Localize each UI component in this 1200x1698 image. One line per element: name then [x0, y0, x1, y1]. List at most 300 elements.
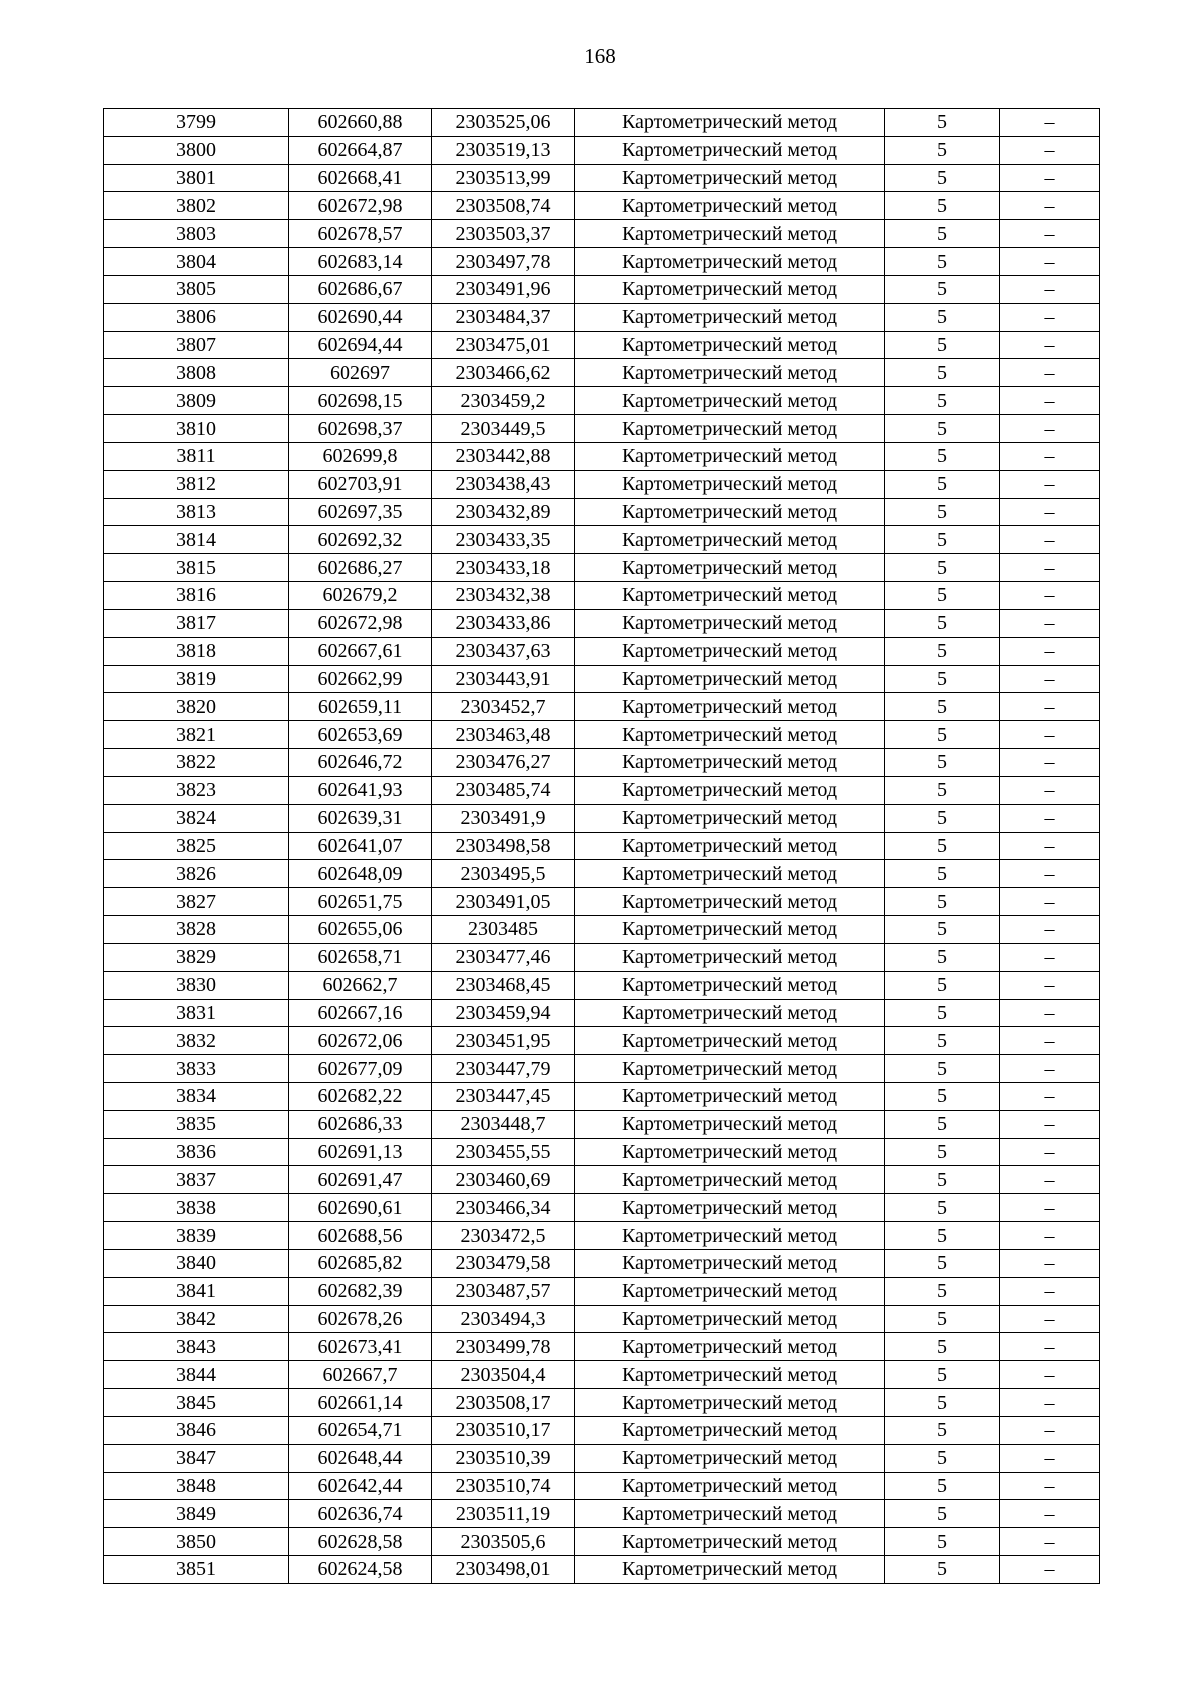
y-coordinate-cell: 2303442,88: [432, 442, 575, 470]
description-cell: –: [1000, 1277, 1100, 1305]
x-coordinate-cell: 602672,06: [289, 1027, 432, 1055]
method-cell: Картометрический метод: [575, 1222, 885, 1250]
method-cell: Картометрический метод: [575, 1444, 885, 1472]
description-cell: –: [1000, 248, 1100, 276]
y-coordinate-cell: 2303468,45: [432, 971, 575, 999]
table-row: [104, 387, 1100, 415]
accuracy-cell: 5: [885, 136, 1000, 164]
description-cell: –: [1000, 804, 1100, 832]
method-cell: Картометрический метод: [575, 303, 885, 331]
description-cell: –: [1000, 1110, 1100, 1138]
method-cell: Картометрический метод: [575, 136, 885, 164]
x-coordinate-cell: 602659,11: [289, 693, 432, 721]
table-row: [104, 804, 1100, 832]
table-row: [104, 721, 1100, 749]
accuracy-cell: 5: [885, 470, 1000, 498]
method-cell: Картометрический метод: [575, 554, 885, 582]
point-number-cell: 3832: [104, 1027, 289, 1055]
point-number-cell: 3831: [104, 999, 289, 1027]
table-row: [104, 303, 1100, 331]
accuracy-cell: 5: [885, 1166, 1000, 1194]
accuracy-cell: 5: [885, 888, 1000, 916]
y-coordinate-cell: 2303459,2: [432, 387, 575, 415]
description-cell: –: [1000, 1249, 1100, 1277]
point-number-cell: 3806: [104, 303, 289, 331]
description-cell: –: [1000, 554, 1100, 582]
method-cell: Картометрический метод: [575, 470, 885, 498]
table-row: [104, 860, 1100, 888]
accuracy-cell: 5: [885, 1333, 1000, 1361]
x-coordinate-cell: 602692,32: [289, 526, 432, 554]
method-cell: Картометрический метод: [575, 1194, 885, 1222]
y-coordinate-cell: 2303447,45: [432, 1082, 575, 1110]
x-coordinate-cell: 602698,37: [289, 415, 432, 443]
y-coordinate-cell: 2303499,78: [432, 1333, 575, 1361]
description-cell: –: [1000, 999, 1100, 1027]
accuracy-cell: 5: [885, 999, 1000, 1027]
y-coordinate-cell: 2303472,5: [432, 1222, 575, 1250]
table-row: [104, 1138, 1100, 1166]
x-coordinate-cell: 602694,44: [289, 331, 432, 359]
description-cell: –: [1000, 303, 1100, 331]
description-cell: –: [1000, 1305, 1100, 1333]
description-cell: –: [1000, 331, 1100, 359]
point-number-cell: 3829: [104, 943, 289, 971]
accuracy-cell: 5: [885, 749, 1000, 777]
table-row: [104, 442, 1100, 470]
description-cell: –: [1000, 1222, 1100, 1250]
x-coordinate-cell: 602648,09: [289, 860, 432, 888]
accuracy-cell: 5: [885, 1416, 1000, 1444]
method-cell: Картометрический метод: [575, 693, 885, 721]
accuracy-cell: 5: [885, 331, 1000, 359]
accuracy-cell: 5: [885, 916, 1000, 944]
method-cell: Картометрический метод: [575, 1305, 885, 1333]
point-number-cell: 3815: [104, 554, 289, 582]
table-row: [104, 1305, 1100, 1333]
table-row: [104, 109, 1100, 137]
x-coordinate-cell: 602686,67: [289, 275, 432, 303]
x-coordinate-cell: 602690,61: [289, 1194, 432, 1222]
method-cell: Картометрический метод: [575, 582, 885, 610]
table-row: [104, 1055, 1100, 1083]
x-coordinate-cell: 602662,99: [289, 665, 432, 693]
y-coordinate-cell: 2303485,74: [432, 776, 575, 804]
y-coordinate-cell: 2303508,17: [432, 1389, 575, 1417]
x-coordinate-cell: 602698,15: [289, 387, 432, 415]
table-row: [104, 470, 1100, 498]
accuracy-cell: 5: [885, 1194, 1000, 1222]
y-coordinate-cell: 2303491,96: [432, 275, 575, 303]
accuracy-cell: 5: [885, 637, 1000, 665]
method-cell: Картометрический метод: [575, 1138, 885, 1166]
point-number-cell: 3809: [104, 387, 289, 415]
point-number-cell: 3841: [104, 1277, 289, 1305]
x-coordinate-cell: 602699,8: [289, 442, 432, 470]
description-cell: –: [1000, 1389, 1100, 1417]
description-cell: –: [1000, 749, 1100, 777]
table-row: [104, 582, 1100, 610]
x-coordinate-cell: 602653,69: [289, 721, 432, 749]
method-cell: Картометрический метод: [575, 1333, 885, 1361]
description-cell: –: [1000, 1027, 1100, 1055]
accuracy-cell: 5: [885, 1556, 1000, 1584]
table-row: [104, 136, 1100, 164]
y-coordinate-cell: 2303433,18: [432, 554, 575, 582]
y-coordinate-cell: 2303443,91: [432, 665, 575, 693]
description-cell: –: [1000, 498, 1100, 526]
method-cell: Картометрический метод: [575, 275, 885, 303]
x-coordinate-cell: 602678,26: [289, 1305, 432, 1333]
point-number-cell: 3819: [104, 665, 289, 693]
description-cell: –: [1000, 860, 1100, 888]
point-number-cell: 3836: [104, 1138, 289, 1166]
x-coordinate-cell: 602697,35: [289, 498, 432, 526]
y-coordinate-cell: 2303504,4: [432, 1361, 575, 1389]
x-coordinate-cell: 602661,14: [289, 1389, 432, 1417]
accuracy-cell: 5: [885, 275, 1000, 303]
method-cell: Картометрический метод: [575, 971, 885, 999]
description-cell: –: [1000, 943, 1100, 971]
point-number-cell: 3805: [104, 275, 289, 303]
method-cell: Картометрический метод: [575, 1249, 885, 1277]
method-cell: Картометрический метод: [575, 192, 885, 220]
point-number-cell: 3799: [104, 109, 289, 137]
y-coordinate-cell: 2303511,19: [432, 1500, 575, 1528]
table-row: [104, 554, 1100, 582]
description-cell: –: [1000, 526, 1100, 554]
accuracy-cell: 5: [885, 971, 1000, 999]
y-coordinate-cell: 2303451,95: [432, 1027, 575, 1055]
y-coordinate-cell: 2303508,74: [432, 192, 575, 220]
table-row: [104, 220, 1100, 248]
description-cell: –: [1000, 1361, 1100, 1389]
method-cell: Картометрический метод: [575, 999, 885, 1027]
accuracy-cell: 5: [885, 248, 1000, 276]
table-row: [104, 1528, 1100, 1556]
table-row: [104, 665, 1100, 693]
accuracy-cell: 5: [885, 303, 1000, 331]
point-number-cell: 3826: [104, 860, 289, 888]
method-cell: Картометрический метод: [575, 1416, 885, 1444]
point-number-cell: 3842: [104, 1305, 289, 1333]
point-number-cell: 3818: [104, 637, 289, 665]
table-row: [104, 1222, 1100, 1250]
table-row: [104, 1194, 1100, 1222]
x-coordinate-cell: 602703,91: [289, 470, 432, 498]
description-cell: –: [1000, 1528, 1100, 1556]
accuracy-cell: 5: [885, 665, 1000, 693]
x-coordinate-cell: 602642,44: [289, 1472, 432, 1500]
y-coordinate-cell: 2303491,05: [432, 888, 575, 916]
method-cell: Картометрический метод: [575, 415, 885, 443]
y-coordinate-cell: 2303510,74: [432, 1472, 575, 1500]
point-number-cell: 3828: [104, 916, 289, 944]
description-cell: –: [1000, 609, 1100, 637]
method-cell: Картометрический метод: [575, 665, 885, 693]
point-number-cell: 3801: [104, 164, 289, 192]
description-cell: –: [1000, 888, 1100, 916]
x-coordinate-cell: 602682,39: [289, 1277, 432, 1305]
accuracy-cell: 5: [885, 1138, 1000, 1166]
accuracy-cell: 5: [885, 1472, 1000, 1500]
x-coordinate-cell: 602658,71: [289, 943, 432, 971]
description-cell: –: [1000, 470, 1100, 498]
point-number-cell: 3802: [104, 192, 289, 220]
table-row: [104, 1500, 1100, 1528]
y-coordinate-cell: 2303513,99: [432, 164, 575, 192]
y-coordinate-cell: 2303466,62: [432, 359, 575, 387]
method-cell: Картометрический метод: [575, 776, 885, 804]
point-number-cell: 3846: [104, 1416, 289, 1444]
point-number-cell: 3821: [104, 721, 289, 749]
table-row: [104, 526, 1100, 554]
y-coordinate-cell: 2303448,7: [432, 1110, 575, 1138]
description-cell: –: [1000, 776, 1100, 804]
y-coordinate-cell: 2303460,69: [432, 1166, 575, 1194]
table-row: [104, 1027, 1100, 1055]
accuracy-cell: 5: [885, 1222, 1000, 1250]
x-coordinate-cell: 602697: [289, 359, 432, 387]
method-cell: Картометрический метод: [575, 721, 885, 749]
accuracy-cell: 5: [885, 1082, 1000, 1110]
method-cell: Картометрический метод: [575, 1277, 885, 1305]
accuracy-cell: 5: [885, 693, 1000, 721]
method-cell: Картометрический метод: [575, 943, 885, 971]
point-number-cell: 3822: [104, 749, 289, 777]
y-coordinate-cell: 2303449,5: [432, 415, 575, 443]
method-cell: Картометрический метод: [575, 331, 885, 359]
point-number-cell: 3849: [104, 1500, 289, 1528]
accuracy-cell: 5: [885, 442, 1000, 470]
method-cell: Картометрический метод: [575, 1500, 885, 1528]
point-number-cell: 3800: [104, 136, 289, 164]
accuracy-cell: 5: [885, 192, 1000, 220]
y-coordinate-cell: 2303484,37: [432, 303, 575, 331]
description-cell: –: [1000, 109, 1100, 137]
y-coordinate-cell: 2303475,01: [432, 331, 575, 359]
description-cell: –: [1000, 275, 1100, 303]
x-coordinate-cell: 602641,93: [289, 776, 432, 804]
point-number-cell: 3807: [104, 331, 289, 359]
x-coordinate-cell: 602628,58: [289, 1528, 432, 1556]
y-coordinate-cell: 2303477,46: [432, 943, 575, 971]
table-row: [104, 999, 1100, 1027]
method-cell: Картометрический метод: [575, 526, 885, 554]
table-row: [104, 248, 1100, 276]
method-cell: Картометрический метод: [575, 248, 885, 276]
accuracy-cell: 5: [885, 776, 1000, 804]
x-coordinate-cell: 602646,72: [289, 749, 432, 777]
method-cell: Картометрический метод: [575, 387, 885, 415]
y-coordinate-cell: 2303452,7: [432, 693, 575, 721]
point-number-cell: 3850: [104, 1528, 289, 1556]
point-number-cell: 3838: [104, 1194, 289, 1222]
y-coordinate-cell: 2303476,27: [432, 749, 575, 777]
point-number-cell: 3816: [104, 582, 289, 610]
description-cell: –: [1000, 693, 1100, 721]
table-row: [104, 498, 1100, 526]
accuracy-cell: 5: [885, 387, 1000, 415]
point-number-cell: 3824: [104, 804, 289, 832]
point-number-cell: 3827: [104, 888, 289, 916]
point-number-cell: 3811: [104, 442, 289, 470]
coordinates-table-body: [104, 109, 1100, 1584]
table-row: [104, 192, 1100, 220]
table-row: [104, 1389, 1100, 1417]
y-coordinate-cell: 2303463,48: [432, 721, 575, 749]
method-cell: Картометрический метод: [575, 749, 885, 777]
method-cell: Картометрический метод: [575, 1027, 885, 1055]
method-cell: Картометрический метод: [575, 1556, 885, 1584]
point-number-cell: 3848: [104, 1472, 289, 1500]
x-coordinate-cell: 602641,07: [289, 832, 432, 860]
description-cell: –: [1000, 916, 1100, 944]
description-cell: –: [1000, 442, 1100, 470]
description-cell: –: [1000, 1500, 1100, 1528]
x-coordinate-cell: 602664,87: [289, 136, 432, 164]
accuracy-cell: 5: [885, 359, 1000, 387]
point-number-cell: 3810: [104, 415, 289, 443]
y-coordinate-cell: 2303479,58: [432, 1249, 575, 1277]
table-row: [104, 971, 1100, 999]
accuracy-cell: 5: [885, 1389, 1000, 1417]
description-cell: –: [1000, 832, 1100, 860]
y-coordinate-cell: 2303432,89: [432, 498, 575, 526]
y-coordinate-cell: 2303459,94: [432, 999, 575, 1027]
y-coordinate-cell: 2303491,9: [432, 804, 575, 832]
table-row: [104, 1249, 1100, 1277]
x-coordinate-cell: 602667,61: [289, 637, 432, 665]
coordinates-table: [103, 108, 1100, 1584]
accuracy-cell: 5: [885, 220, 1000, 248]
point-number-cell: 3845: [104, 1389, 289, 1417]
description-cell: –: [1000, 665, 1100, 693]
accuracy-cell: 5: [885, 860, 1000, 888]
point-number-cell: 3837: [104, 1166, 289, 1194]
point-number-cell: 3833: [104, 1055, 289, 1083]
x-coordinate-cell: 602682,22: [289, 1082, 432, 1110]
x-coordinate-cell: 602624,58: [289, 1556, 432, 1584]
x-coordinate-cell: 602636,74: [289, 1500, 432, 1528]
accuracy-cell: 5: [885, 943, 1000, 971]
x-coordinate-cell: 602691,13: [289, 1138, 432, 1166]
accuracy-cell: 5: [885, 1444, 1000, 1472]
description-cell: –: [1000, 1556, 1100, 1584]
point-number-cell: 3803: [104, 220, 289, 248]
y-coordinate-cell: 2303519,13: [432, 136, 575, 164]
point-number-cell: 3820: [104, 693, 289, 721]
x-coordinate-cell: 602667,7: [289, 1361, 432, 1389]
point-number-cell: 3808: [104, 359, 289, 387]
point-number-cell: 3835: [104, 1110, 289, 1138]
accuracy-cell: 5: [885, 1027, 1000, 1055]
y-coordinate-cell: 2303432,38: [432, 582, 575, 610]
method-cell: Картометрический метод: [575, 637, 885, 665]
x-coordinate-cell: 602673,41: [289, 1333, 432, 1361]
method-cell: Картометрический метод: [575, 220, 885, 248]
point-number-cell: 3830: [104, 971, 289, 999]
table-row: [104, 1361, 1100, 1389]
y-coordinate-cell: 2303510,39: [432, 1444, 575, 1472]
method-cell: Картометрический метод: [575, 1082, 885, 1110]
y-coordinate-cell: 2303466,34: [432, 1194, 575, 1222]
accuracy-cell: 5: [885, 1361, 1000, 1389]
y-coordinate-cell: 2303498,58: [432, 832, 575, 860]
table-row: [104, 359, 1100, 387]
description-cell: –: [1000, 1444, 1100, 1472]
accuracy-cell: 5: [885, 832, 1000, 860]
y-coordinate-cell: 2303525,06: [432, 109, 575, 137]
y-coordinate-cell: 2303438,43: [432, 470, 575, 498]
method-cell: Картометрический метод: [575, 1361, 885, 1389]
description-cell: –: [1000, 637, 1100, 665]
point-number-cell: 3813: [104, 498, 289, 526]
x-coordinate-cell: 602691,47: [289, 1166, 432, 1194]
point-number-cell: 3814: [104, 526, 289, 554]
table-row: [104, 1166, 1100, 1194]
accuracy-cell: 5: [885, 1500, 1000, 1528]
description-cell: –: [1000, 387, 1100, 415]
description-cell: –: [1000, 1416, 1100, 1444]
description-cell: –: [1000, 136, 1100, 164]
x-coordinate-cell: 602672,98: [289, 192, 432, 220]
point-number-cell: 3817: [104, 609, 289, 637]
method-cell: Картометрический метод: [575, 888, 885, 916]
x-coordinate-cell: 602683,14: [289, 248, 432, 276]
accuracy-cell: 5: [885, 1528, 1000, 1556]
table-row: [104, 776, 1100, 804]
x-coordinate-cell: 602686,33: [289, 1110, 432, 1138]
method-cell: Картометрический метод: [575, 1472, 885, 1500]
x-coordinate-cell: 602660,88: [289, 109, 432, 137]
accuracy-cell: 5: [885, 582, 1000, 610]
description-cell: –: [1000, 582, 1100, 610]
x-coordinate-cell: 602655,06: [289, 916, 432, 944]
point-number-cell: 3804: [104, 248, 289, 276]
method-cell: Картометрический метод: [575, 1166, 885, 1194]
point-number-cell: 3839: [104, 1222, 289, 1250]
x-coordinate-cell: 602667,16: [289, 999, 432, 1027]
table-row: [104, 1472, 1100, 1500]
y-coordinate-cell: 2303505,6: [432, 1528, 575, 1556]
description-cell: –: [1000, 1472, 1100, 1500]
table-row: [104, 1556, 1100, 1584]
description-cell: –: [1000, 1055, 1100, 1083]
description-cell: –: [1000, 1166, 1100, 1194]
point-number-cell: 3847: [104, 1444, 289, 1472]
method-cell: Картометрический метод: [575, 916, 885, 944]
y-coordinate-cell: 2303433,86: [432, 609, 575, 637]
x-coordinate-cell: 602662,7: [289, 971, 432, 999]
table-row: [104, 275, 1100, 303]
point-number-cell: 3840: [104, 1249, 289, 1277]
page-number: 168: [584, 44, 616, 68]
table-row: [104, 164, 1100, 192]
accuracy-cell: 5: [885, 609, 1000, 637]
x-coordinate-cell: 602668,41: [289, 164, 432, 192]
method-cell: Картометрический метод: [575, 1055, 885, 1083]
accuracy-cell: 5: [885, 1277, 1000, 1305]
accuracy-cell: 5: [885, 804, 1000, 832]
y-coordinate-cell: 2303503,37: [432, 220, 575, 248]
table-row: [104, 749, 1100, 777]
table-row: [104, 888, 1100, 916]
x-coordinate-cell: 602654,71: [289, 1416, 432, 1444]
x-coordinate-cell: 602688,56: [289, 1222, 432, 1250]
accuracy-cell: 5: [885, 1249, 1000, 1277]
table-row: [104, 1277, 1100, 1305]
